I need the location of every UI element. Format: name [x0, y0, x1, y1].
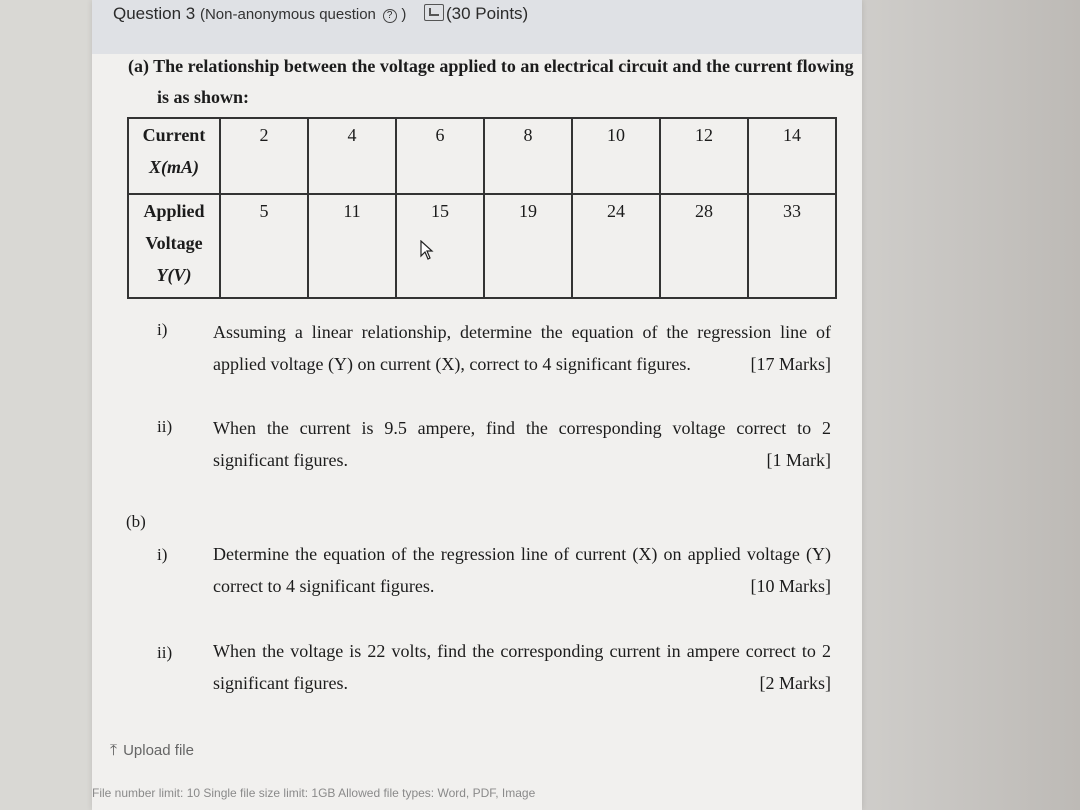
row-label-current-unit: X(mA) — [148, 157, 199, 177]
question-b-i-body: Determine the equation of the regression line of current (X) on applied voltage (Y) correct to 4 significant figures. — [213, 544, 831, 596]
question-a-ii-text — [213, 412, 831, 476]
row-label-current-text: Current — [142, 125, 206, 145]
row-label-voltage-text2: Voltage — [145, 233, 203, 253]
table-cell: 19 — [484, 194, 572, 298]
desk-background — [862, 0, 1080, 810]
table-cell: 11 — [308, 194, 396, 298]
table-cell: 12 — [660, 118, 748, 194]
question-b-i-text — [213, 538, 831, 602]
question-a-ii-marks: [1 Mark] — [766, 450, 831, 470]
question-label: Question 3 — [113, 4, 196, 23]
row-label-voltage-unit: Y(V) — [156, 265, 192, 285]
row-label-current — [128, 118, 220, 194]
question-a-i-text — [213, 316, 831, 380]
question-subtitle-close: ) — [401, 6, 407, 23]
table-cell: 4 — [308, 118, 396, 194]
table-cell: 6 — [396, 118, 484, 194]
points-label — [424, 4, 528, 24]
question-b-ii-text — [213, 635, 831, 699]
table-cell: 14 — [748, 118, 836, 194]
table-row-voltage — [128, 194, 836, 298]
part-b-label: (b) — [126, 512, 146, 531]
part-a-intro-cont: is as shown: — [157, 87, 250, 107]
table-cell: 8 — [484, 118, 572, 194]
upload-label: Upload file — [123, 742, 194, 759]
immersive-reader-icon[interactable] — [424, 4, 444, 21]
help-icon[interactable]: ? — [383, 9, 397, 23]
upload-limits-note: File number limit: 10 Single file size limit: 1GB Allowed file types: Word, PDF, Image — [92, 786, 536, 800]
table-cell: 5 — [220, 194, 308, 298]
data-table — [127, 117, 837, 299]
question-a-i-number: i) — [157, 320, 168, 339]
upload-file-button[interactable] — [110, 742, 194, 760]
question-b-i-marks: [10 Marks] — [750, 576, 831, 596]
points-value: (30 Points) — [446, 4, 529, 23]
table-cell: 33 — [748, 194, 836, 298]
question-a-i-body: Assuming a linear relationship, determine the equation of the regression line of applied voltage (Y) on current (X), correct to 4 significant figures. — [213, 322, 831, 374]
question-b-ii-body: When the voltage is 22 volts, find the corresponding current in ampere correct to 2 significant figures. — [213, 641, 831, 693]
table-cell: 28 — [660, 194, 748, 298]
row-label-voltage — [128, 194, 220, 298]
question-b-ii-number: ii) — [157, 643, 173, 662]
part-a-intro: (a) The relationship between the voltage applied to an electrical circuit and the current flowing — [128, 56, 854, 76]
mouse-cursor-icon — [420, 240, 434, 260]
table-row-current — [128, 118, 836, 194]
question-title — [113, 4, 406, 24]
question-b-ii-marks: [2 Marks] — [759, 673, 831, 693]
question-subtitle: (Non-anonymous question — [199, 6, 376, 23]
upload-icon: ⤒ — [110, 742, 118, 759]
question-a-i-marks: [17 Marks] — [750, 354, 831, 374]
table-cell: 10 — [572, 118, 660, 194]
table-cell: 2 — [220, 118, 308, 194]
row-label-voltage-text1: Applied — [143, 201, 205, 221]
table-cell: 24 — [572, 194, 660, 298]
table-cell: 15 — [396, 194, 484, 298]
question-a-ii-number: ii) — [157, 417, 173, 436]
question-b-i-number: i) — [157, 545, 168, 564]
question-a-ii-body: When the current is 9.5 ampere, find the corresponding voltage correct to 2 significant figures. — [213, 418, 831, 470]
